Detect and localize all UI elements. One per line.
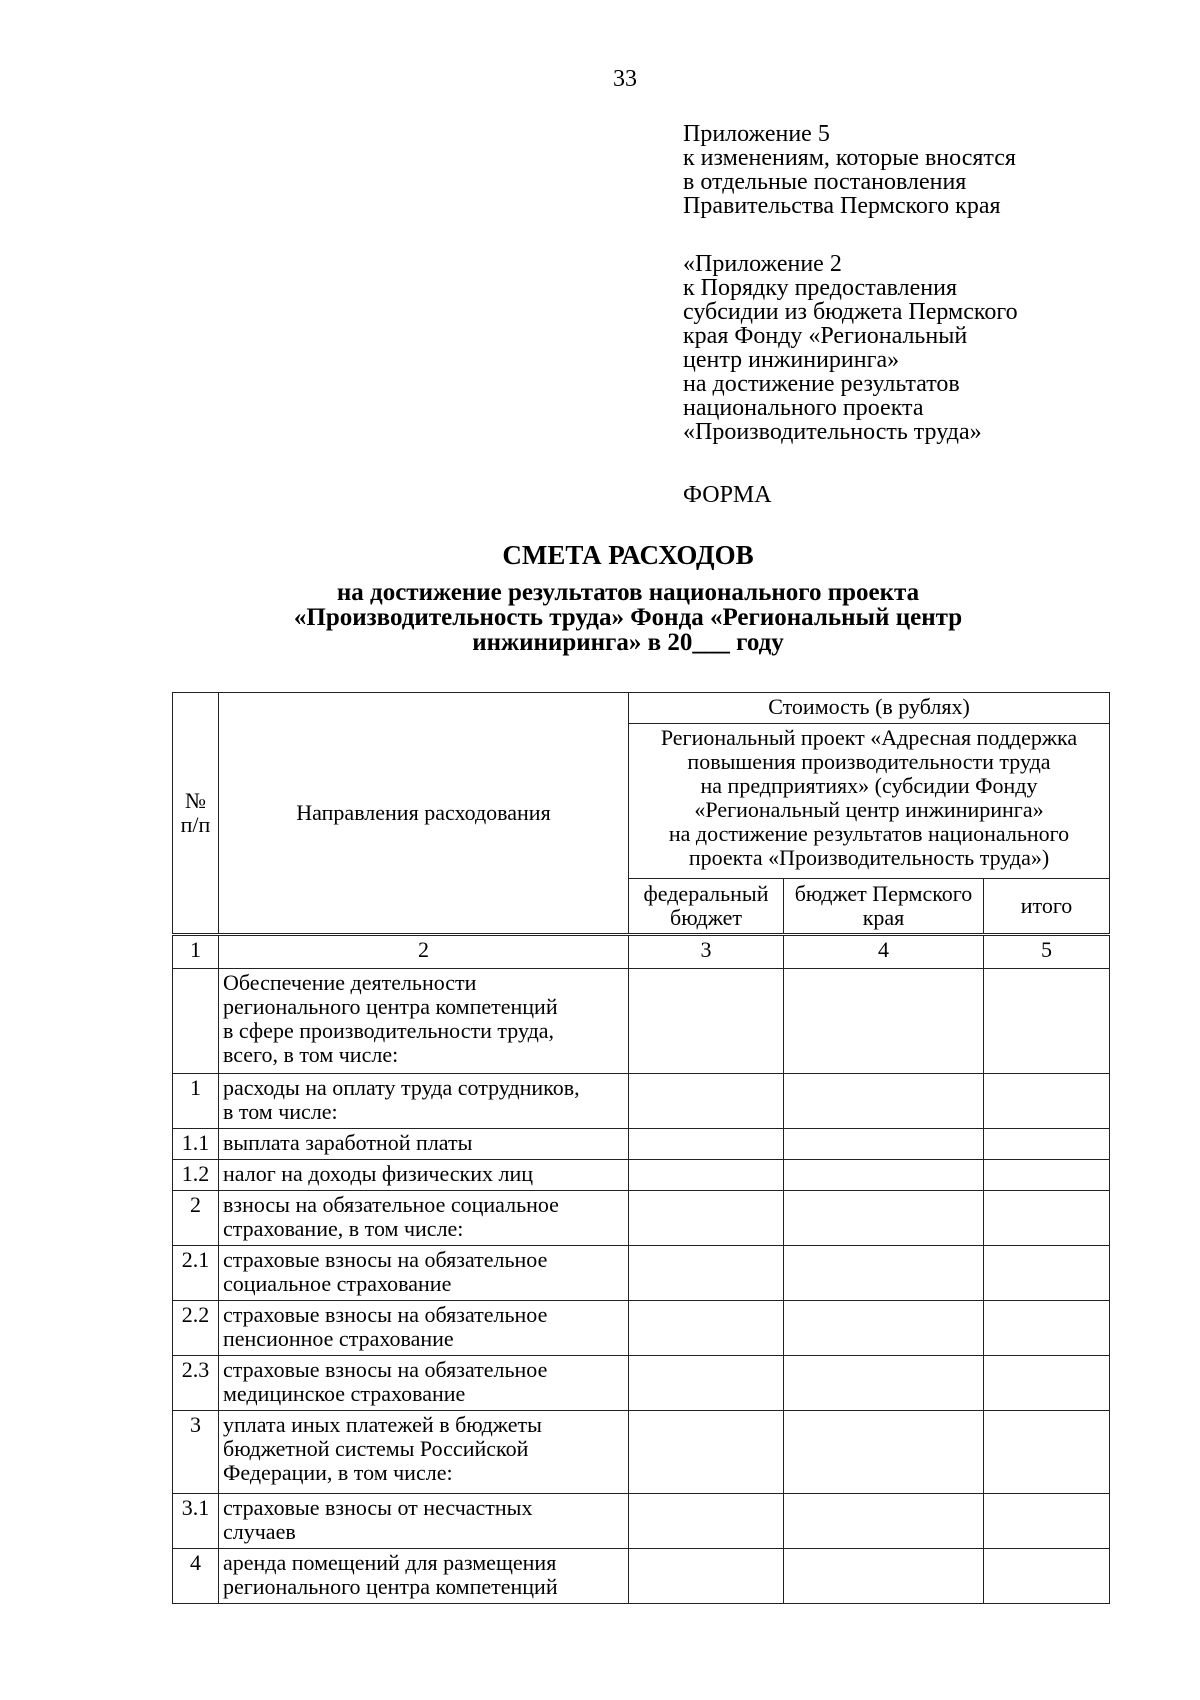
row-direction-line: страхование, в том числе: bbox=[223, 1216, 464, 1241]
table-row bbox=[173, 1191, 1110, 1246]
header-perm-budget: бюджет Пермского края bbox=[784, 879, 984, 935]
column-number: 2 bbox=[219, 935, 629, 969]
table-row bbox=[173, 1494, 1110, 1549]
row-direction-line: страховые взносы от несчастных bbox=[223, 1495, 533, 1520]
annex-5-header bbox=[683, 122, 1016, 218]
total-cell bbox=[984, 1494, 1110, 1549]
annex-5-line: в отдельные постановления bbox=[683, 169, 967, 195]
row-number: 1.2 bbox=[173, 1160, 219, 1191]
perm-budget-cell bbox=[784, 969, 984, 1074]
row-direction bbox=[219, 1356, 629, 1411]
annex-2-header bbox=[683, 252, 1018, 444]
annex-5-line: к изменениям, которые вносятся bbox=[683, 145, 1016, 171]
row-direction bbox=[219, 1411, 629, 1494]
table-body bbox=[173, 969, 1110, 1604]
perm-budget-cell bbox=[784, 1129, 984, 1160]
federal-budget-cell bbox=[629, 1549, 784, 1604]
row-direction bbox=[219, 1191, 629, 1246]
header-regional-project bbox=[629, 724, 1110, 879]
row-direction-line: страховые взносы на обязательное bbox=[223, 1302, 548, 1327]
annex-2-line: «Приложение 2 bbox=[683, 251, 842, 277]
row-direction-line: выплата заработной платы bbox=[223, 1130, 473, 1155]
header-cost: Стоимость (в рублях) bbox=[629, 693, 1110, 724]
table-row bbox=[173, 1074, 1110, 1129]
header-total: итого bbox=[984, 879, 1110, 935]
perm-budget-cell bbox=[784, 1411, 984, 1494]
document-subtitle bbox=[0, 580, 1200, 655]
perm-budget-cell bbox=[784, 1301, 984, 1356]
budget-table bbox=[172, 692, 1110, 1604]
project-header-line: на достижение результатов национального bbox=[668, 821, 1070, 846]
row-direction bbox=[219, 1301, 629, 1356]
annex-2-line: к Порядку предоставления bbox=[683, 275, 958, 301]
table-row bbox=[173, 1160, 1110, 1191]
table-row bbox=[173, 1301, 1110, 1356]
row-direction-line: уплата иных платежей в бюджеты bbox=[223, 1412, 542, 1437]
total-cell bbox=[984, 1074, 1110, 1129]
row-direction-line: страховые взносы на обязательное bbox=[223, 1357, 548, 1382]
perm-budget-cell bbox=[784, 1160, 984, 1191]
row-number: 4 bbox=[173, 1549, 219, 1604]
total-cell bbox=[984, 1160, 1110, 1191]
row-direction bbox=[219, 1549, 629, 1604]
row-number: 2.1 bbox=[173, 1246, 219, 1301]
table-row bbox=[173, 1246, 1110, 1301]
total-cell bbox=[984, 1411, 1110, 1494]
row-direction-line: Обеспечение деятельности bbox=[223, 970, 477, 995]
row-direction-line: Федерации, в том числе: bbox=[223, 1460, 453, 1485]
row-direction-line: социальное страхование bbox=[223, 1271, 452, 1296]
column-number: 3 bbox=[629, 935, 784, 969]
row-direction-line: случаев bbox=[223, 1519, 296, 1544]
row-direction-line: страховые взносы на обязательное bbox=[223, 1247, 548, 1272]
perm-budget-cell bbox=[784, 1246, 984, 1301]
federal-budget-cell bbox=[629, 1246, 784, 1301]
table-row bbox=[173, 1411, 1110, 1494]
perm-budget-cell bbox=[784, 1356, 984, 1411]
row-direction-line: регионального центра компетенций bbox=[223, 1574, 558, 1599]
subtitle-line: «Производительность труда» Фонда «Региональный центр bbox=[293, 604, 963, 631]
federal-budget-cell bbox=[629, 1129, 784, 1160]
annex-2-line: на достижение результатов bbox=[683, 371, 960, 397]
table-row bbox=[173, 969, 1110, 1074]
annex-5-line: Правительства Пермского края bbox=[683, 193, 1001, 219]
row-number bbox=[173, 969, 219, 1074]
total-cell bbox=[984, 1356, 1110, 1411]
document-title: СМЕТА РАСХОДОВ bbox=[502, 540, 754, 570]
project-header-line: на предприятиях» (субсидии Фонду bbox=[700, 773, 1038, 798]
header-number: № п/п bbox=[173, 693, 219, 935]
perm-budget-cell bbox=[784, 1494, 984, 1549]
row-direction-line: в сфере производительности труда, bbox=[223, 1018, 555, 1043]
row-direction bbox=[219, 1074, 629, 1129]
row-direction-line: регионального центра компетенций bbox=[223, 994, 558, 1019]
row-direction-line: в том числе: bbox=[223, 1099, 338, 1124]
perm-budget-cell bbox=[784, 1191, 984, 1246]
federal-budget-cell bbox=[629, 1074, 784, 1129]
row-direction bbox=[219, 969, 629, 1074]
header-direction: Направления расходования bbox=[219, 693, 629, 935]
annex-2-line: субсидии из бюджета Пермского bbox=[683, 299, 1018, 325]
total-cell bbox=[984, 1549, 1110, 1604]
column-number: 1 bbox=[173, 935, 219, 969]
project-header-line: повышения производительности труда bbox=[687, 749, 1051, 774]
total-cell bbox=[984, 1129, 1110, 1160]
row-direction-line: бюджетной системы Российской bbox=[223, 1436, 529, 1461]
federal-budget-cell bbox=[629, 1356, 784, 1411]
row-direction bbox=[219, 1129, 629, 1160]
annex-2-line: края Фонду «Региональный bbox=[683, 323, 968, 349]
row-direction-line: взносы на обязательное социальное bbox=[223, 1192, 559, 1217]
federal-budget-cell bbox=[629, 1494, 784, 1549]
project-header-line: «Региональный центр инжиниринга» bbox=[694, 797, 1044, 822]
page-number: 33 bbox=[613, 66, 637, 92]
row-number: 2.3 bbox=[173, 1356, 219, 1411]
row-direction bbox=[219, 1494, 629, 1549]
row-number: 2 bbox=[173, 1191, 219, 1246]
annex-2-line: «Производительность труда» bbox=[683, 419, 982, 445]
column-number: 5 bbox=[984, 935, 1110, 969]
subtitle-line: инжиниринга» в 20___ году bbox=[472, 629, 784, 656]
federal-budget-cell bbox=[629, 1301, 784, 1356]
row-direction-line: всего, в том числе: bbox=[223, 1042, 399, 1067]
federal-budget-cell bbox=[629, 1160, 784, 1191]
header-federal-budget: федеральный бюджет bbox=[629, 879, 784, 935]
federal-budget-cell bbox=[629, 1411, 784, 1494]
row-direction-line: налог на доходы физических лиц bbox=[223, 1161, 534, 1186]
project-header-line: проекта «Производительность труда») bbox=[688, 845, 1050, 870]
row-number: 3 bbox=[173, 1411, 219, 1494]
federal-budget-cell bbox=[629, 969, 784, 1074]
column-number: 4 bbox=[784, 935, 984, 969]
federal-budget-cell bbox=[629, 1191, 784, 1246]
project-header-line: Региональный проект «Адресная поддержка bbox=[660, 725, 1078, 750]
row-direction-line: расходы на оплату труда сотрудников, bbox=[223, 1075, 580, 1100]
annex-5-line: Приложение 5 bbox=[683, 121, 830, 147]
row-direction-line: медицинское страхование bbox=[223, 1381, 466, 1406]
total-cell bbox=[984, 1301, 1110, 1356]
row-number: 1.1 bbox=[173, 1129, 219, 1160]
row-direction bbox=[219, 1160, 629, 1191]
subtitle-line: на достижение результатов национального проекта bbox=[336, 579, 920, 606]
total-cell bbox=[984, 1246, 1110, 1301]
annex-2-line: центр инжиниринга» bbox=[683, 347, 900, 373]
row-number: 1 bbox=[173, 1074, 219, 1129]
annex-2-line: национального проекта bbox=[683, 395, 924, 421]
row-direction-line: аренда помещений для размещения bbox=[223, 1550, 557, 1575]
total-cell bbox=[984, 1191, 1110, 1246]
table-row bbox=[173, 1129, 1110, 1160]
total-cell bbox=[984, 969, 1110, 1074]
row-direction-line: пенсионное страхование bbox=[223, 1326, 454, 1351]
perm-budget-cell bbox=[784, 1074, 984, 1129]
form-label: ФОРМА bbox=[683, 482, 772, 508]
row-number: 3.1 bbox=[173, 1494, 219, 1549]
table-row bbox=[173, 1549, 1110, 1604]
perm-budget-cell bbox=[784, 1549, 984, 1604]
table-row bbox=[173, 1356, 1110, 1411]
row-number: 2.2 bbox=[173, 1301, 219, 1356]
row-direction bbox=[219, 1246, 629, 1301]
